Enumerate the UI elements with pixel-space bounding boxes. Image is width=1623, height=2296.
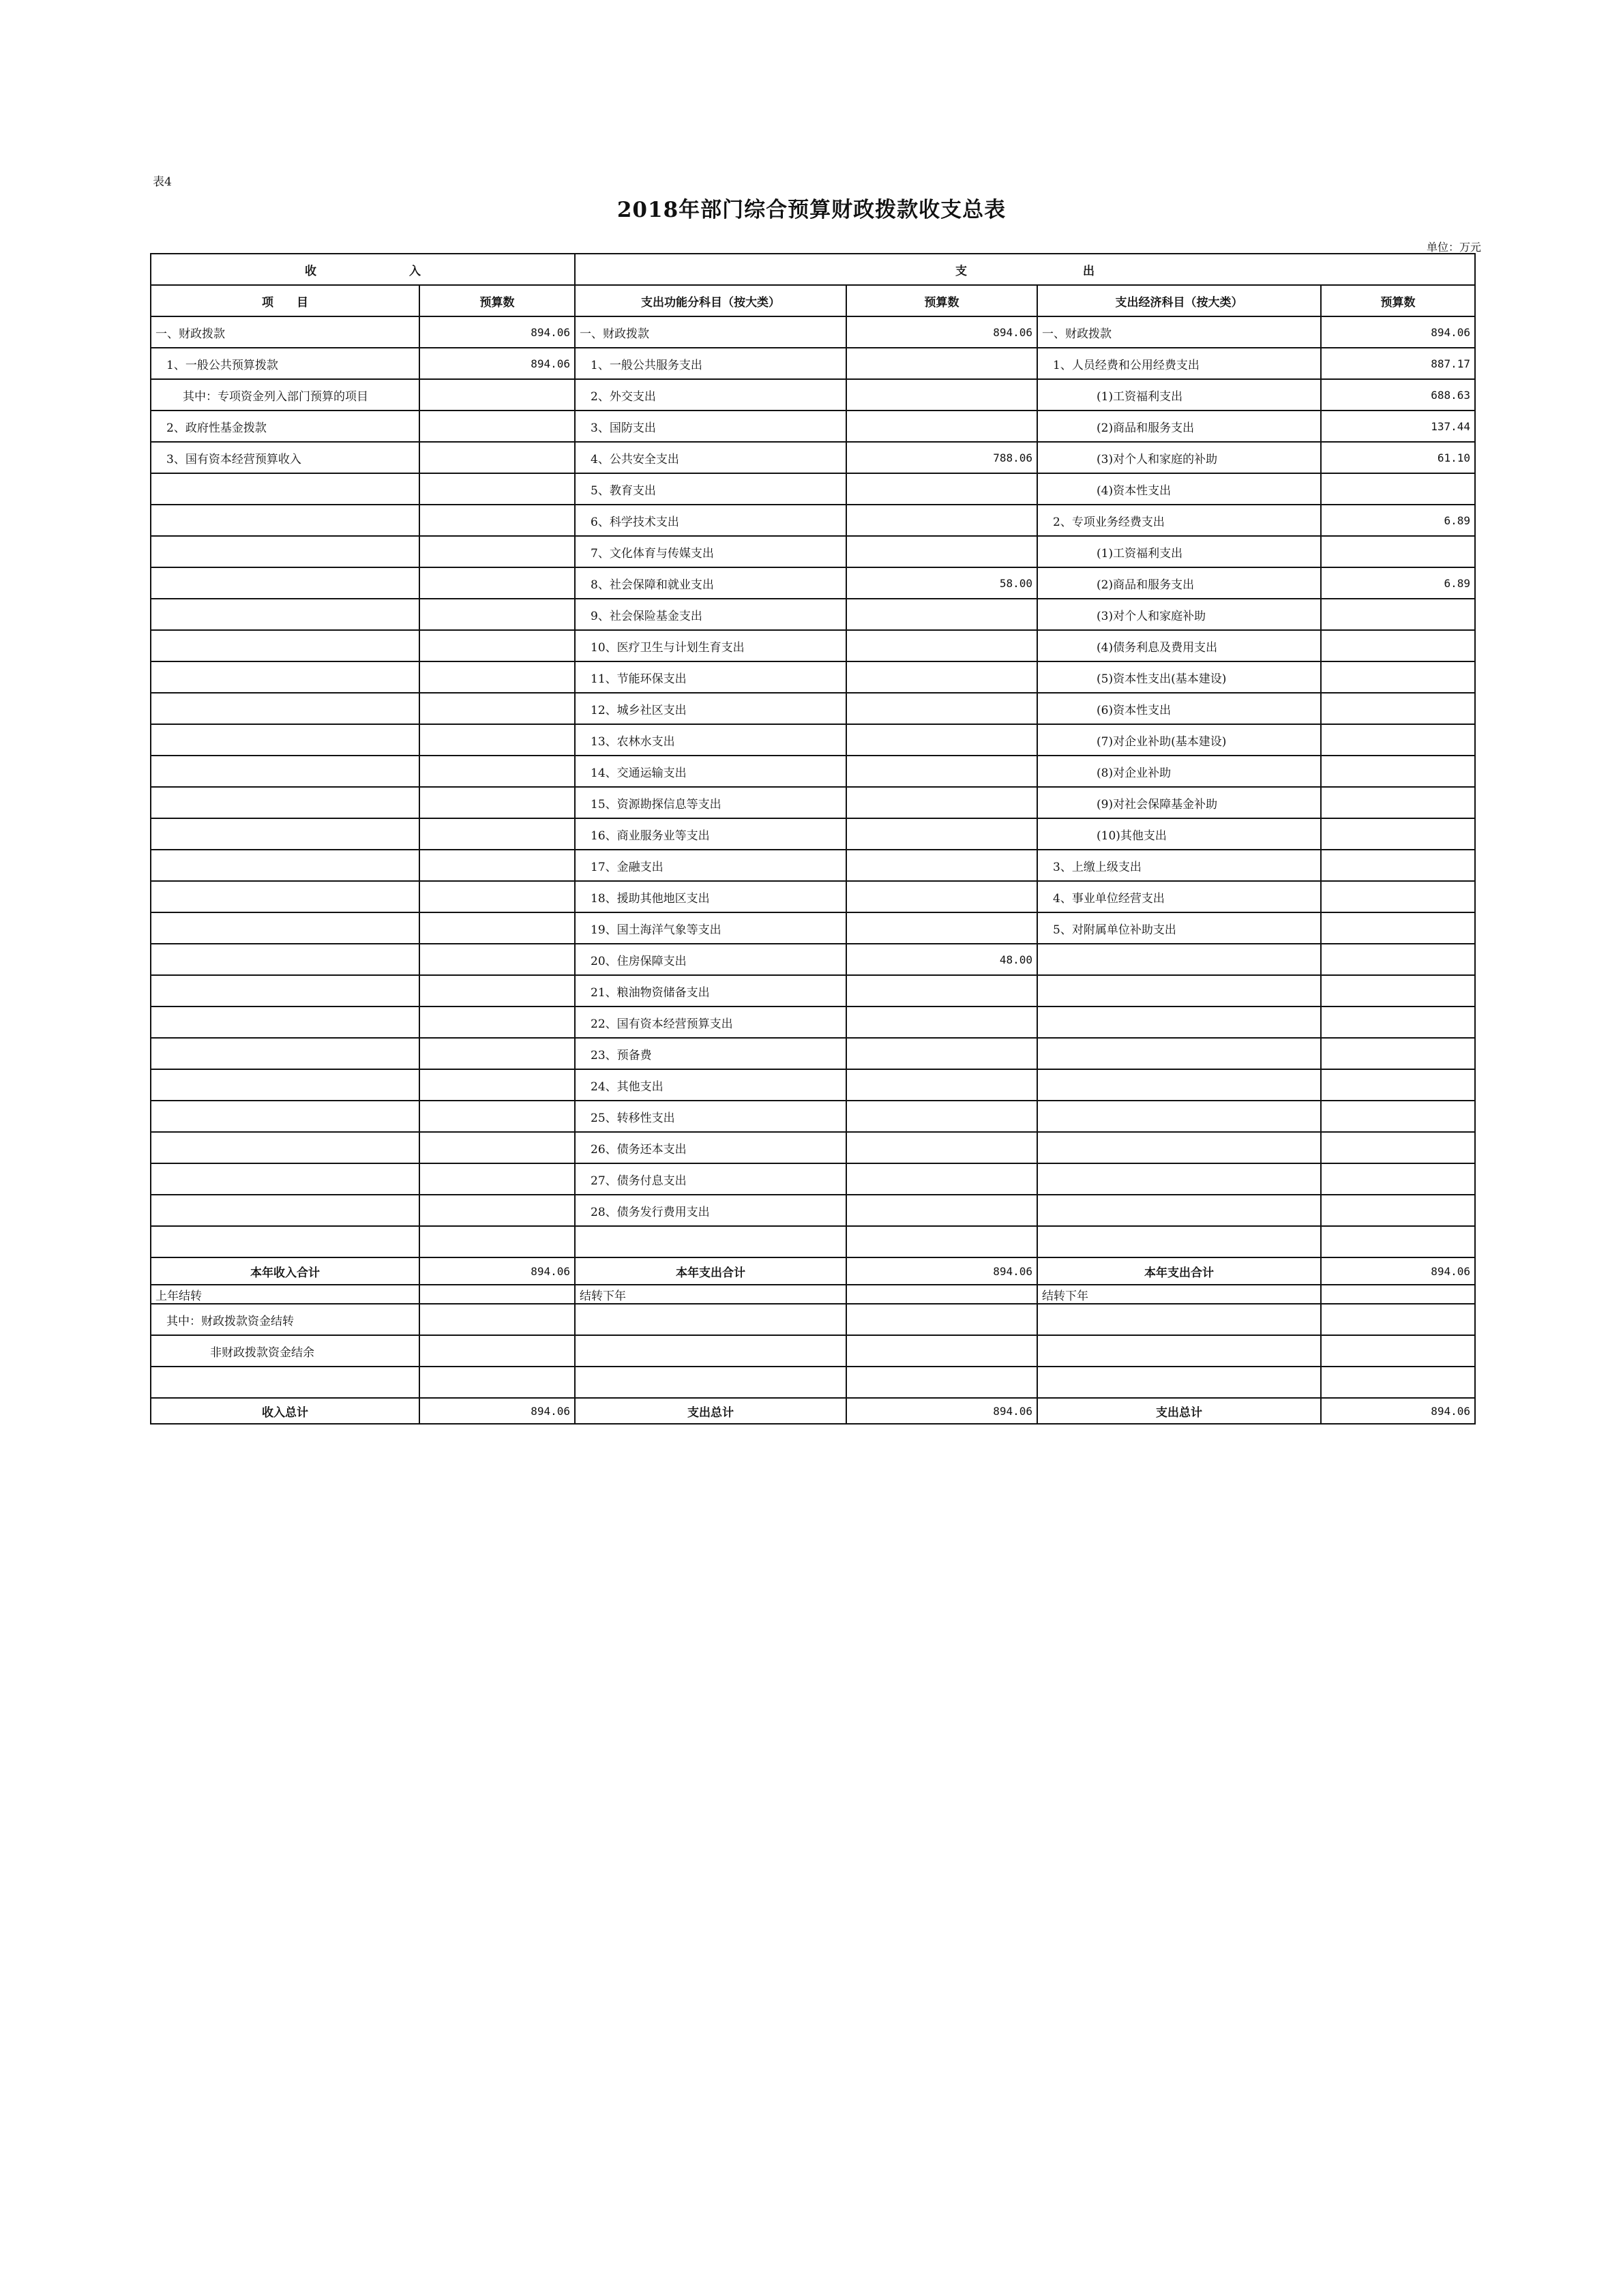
carry-econ-next-year-label: 结转下年 xyxy=(1037,1285,1321,1304)
table-row xyxy=(151,442,1475,473)
budget-table xyxy=(150,253,1476,1425)
func-budget-cell xyxy=(846,473,1037,505)
table-row xyxy=(151,1069,1475,1101)
func-budget-cell xyxy=(846,536,1037,567)
econ-budget-cell xyxy=(1321,787,1475,818)
income-item-cell xyxy=(151,881,419,912)
func-budget-cell xyxy=(846,881,1037,912)
income-item-cell xyxy=(151,1101,419,1132)
func-item-cell: 15、资源勘探信息等支出 xyxy=(575,787,846,818)
econ-budget-cell xyxy=(1321,1195,1475,1226)
carry-sub1-value xyxy=(419,1304,575,1335)
func-item-cell: 20、住房保障支出 xyxy=(575,944,846,975)
econ-item-cell: (2)商品和服务支出 xyxy=(1037,567,1321,599)
carry-sub2-empty-d xyxy=(1321,1335,1475,1367)
table-row xyxy=(151,411,1475,442)
func-budget-cell xyxy=(846,1163,1037,1195)
carry-row xyxy=(151,1285,1475,1304)
econ-item-cell: 5、对附属单位补助支出 xyxy=(1037,912,1321,944)
income-item-cell xyxy=(151,944,419,975)
func-item-cell: 5、教育支出 xyxy=(575,473,846,505)
econ-item-cell: (1)工资福利支出 xyxy=(1037,379,1321,411)
carry-sub2-empty-c xyxy=(1037,1335,1321,1367)
carry-econ-next-year-value xyxy=(1321,1285,1475,1304)
header-row-sub xyxy=(151,285,1475,316)
econ-item-cell: 3、上缴上级支出 xyxy=(1037,850,1321,881)
econ-budget-cell xyxy=(1321,944,1475,975)
econ-budget-cell xyxy=(1321,473,1475,505)
func-item-cell: 7、文化体育与传媒支出 xyxy=(575,536,846,567)
func-budget-cell xyxy=(846,1101,1037,1132)
table-row xyxy=(151,1195,1475,1226)
income-item-cell xyxy=(151,1038,419,1069)
income-item-cell xyxy=(151,1163,419,1195)
carry-sub1-empty-a xyxy=(575,1304,846,1335)
income-item-cell: 一、财政拨款 xyxy=(151,316,419,348)
econ-item-cell xyxy=(1037,944,1321,975)
col-header-item: 项 目 xyxy=(151,285,419,316)
econ-budget-cell xyxy=(1321,881,1475,912)
income-budget-cell xyxy=(419,442,575,473)
econ-budget-cell xyxy=(1321,850,1475,881)
econ-budget-cell xyxy=(1321,1007,1475,1038)
year-func-total-value: 894.06 xyxy=(846,1257,1037,1285)
func-item-cell: 22、国有资本经营预算支出 xyxy=(575,1007,846,1038)
func-item-cell: 6、科学技术支出 xyxy=(575,505,846,536)
income-budget-cell: 894.06 xyxy=(419,316,575,348)
table-row xyxy=(151,1132,1475,1163)
func-budget-cell: 48.00 xyxy=(846,944,1037,975)
header-row-main xyxy=(151,254,1475,285)
econ-budget-cell xyxy=(1321,724,1475,756)
year-total-row xyxy=(151,1257,1475,1285)
func-item-cell: 1、一般公共服务支出 xyxy=(575,348,846,379)
income-budget-cell xyxy=(419,1195,575,1226)
income-item-cell xyxy=(151,599,419,630)
econ-item-cell: 2、专项业务经费支出 xyxy=(1037,505,1321,536)
col-header-econ-item: 支出经济科目（按大类） xyxy=(1037,285,1321,316)
func-budget-cell: 58.00 xyxy=(846,567,1037,599)
carry-sub2-row xyxy=(151,1335,1475,1367)
income-budget-cell xyxy=(419,975,575,1007)
grand-income-total-label: 收入总计 xyxy=(151,1398,419,1424)
table-row xyxy=(151,567,1475,599)
carry-sub1-empty-c xyxy=(1037,1304,1321,1335)
income-item-cell: 3、国有资本经营预算收入 xyxy=(151,442,419,473)
func-item-cell: 24、其他支出 xyxy=(575,1069,846,1101)
col-header-func-budget: 预算数 xyxy=(846,285,1037,316)
carry-sub2-empty-b xyxy=(846,1335,1037,1367)
table-row xyxy=(151,756,1475,787)
grand-econ-total-label: 支出总计 xyxy=(1037,1398,1321,1424)
econ-item-cell: 4、事业单位经营支出 xyxy=(1037,881,1321,912)
func-item-cell: 一、财政拨款 xyxy=(575,316,846,348)
econ-item-cell xyxy=(1037,1163,1321,1195)
econ-budget-cell: 688.63 xyxy=(1321,379,1475,411)
func-budget-cell xyxy=(846,1007,1037,1038)
econ-item-cell: 一、财政拨款 xyxy=(1037,316,1321,348)
income-budget-cell xyxy=(419,473,575,505)
table-row xyxy=(151,693,1475,724)
income-item-cell xyxy=(151,505,419,536)
func-item-cell: 17、金融支出 xyxy=(575,850,846,881)
table-row xyxy=(151,348,1475,379)
func-item-cell xyxy=(575,1226,846,1257)
func-budget-cell xyxy=(846,505,1037,536)
year-econ-total-value: 894.06 xyxy=(1321,1257,1475,1285)
income-budget-cell xyxy=(419,850,575,881)
func-item-cell: 25、转移性支出 xyxy=(575,1101,846,1132)
econ-budget-cell xyxy=(1321,661,1475,693)
income-item-cell xyxy=(151,724,419,756)
page-title: 2018年部门综合预算财政拨款收支总表 xyxy=(616,198,1007,222)
func-item-cell: 23、预备费 xyxy=(575,1038,846,1069)
func-budget-cell xyxy=(846,661,1037,693)
func-budget-cell xyxy=(846,1226,1037,1257)
econ-item-cell xyxy=(1037,1069,1321,1101)
income-item-cell xyxy=(151,850,419,881)
income-budget-cell xyxy=(419,1163,575,1195)
func-item-cell: 3、国防支出 xyxy=(575,411,846,442)
econ-item-cell xyxy=(1037,1038,1321,1069)
blank-cell xyxy=(419,1367,575,1398)
func-item-cell: 21、粮油物资储备支出 xyxy=(575,975,846,1007)
table-row xyxy=(151,379,1475,411)
income-item-cell xyxy=(151,693,419,724)
econ-budget-cell xyxy=(1321,693,1475,724)
econ-item-cell: (3)对个人和家庭的补助 xyxy=(1037,442,1321,473)
table-row xyxy=(151,630,1475,661)
func-budget-cell xyxy=(846,724,1037,756)
carry-func-next-year-label: 结转下年 xyxy=(575,1285,846,1304)
func-budget-cell xyxy=(846,348,1037,379)
econ-item-cell: (4)资本性支出 xyxy=(1037,473,1321,505)
income-item-cell: 其中：专项资金列入部门预算的项目 xyxy=(151,379,419,411)
econ-item-cell: (9)对社会保障基金补助 xyxy=(1037,787,1321,818)
table-row xyxy=(151,850,1475,881)
table-row xyxy=(151,1007,1475,1038)
func-item-cell: 9、社会保险基金支出 xyxy=(575,599,846,630)
func-item-cell: 18、援助其他地区支出 xyxy=(575,881,846,912)
income-budget-cell xyxy=(419,912,575,944)
blank-cell xyxy=(1037,1367,1321,1398)
year-income-total-label: 本年收入合计 xyxy=(151,1257,419,1285)
income-budget-cell xyxy=(419,536,575,567)
econ-budget-cell xyxy=(1321,756,1475,787)
carry-sub1-empty-b xyxy=(846,1304,1037,1335)
func-item-cell: 10、医疗卫生与计划生育支出 xyxy=(575,630,846,661)
func-budget-cell xyxy=(846,630,1037,661)
func-item-cell: 16、商业服务业等支出 xyxy=(575,818,846,850)
table-row xyxy=(151,787,1475,818)
econ-item-cell xyxy=(1037,1195,1321,1226)
table-row xyxy=(151,1226,1475,1257)
blank-cell xyxy=(151,1367,419,1398)
income-budget-cell xyxy=(419,756,575,787)
econ-budget-cell xyxy=(1321,1069,1475,1101)
income-item-cell xyxy=(151,975,419,1007)
func-budget-cell: 894.06 xyxy=(846,316,1037,348)
table-row xyxy=(151,724,1475,756)
income-item-cell xyxy=(151,661,419,693)
econ-item-cell: (3)对个人和家庭补助 xyxy=(1037,599,1321,630)
func-budget-cell xyxy=(846,912,1037,944)
func-budget-cell xyxy=(846,411,1037,442)
income-item-cell: 2、政府性基金拨款 xyxy=(151,411,419,442)
func-item-cell: 28、债务发行费用支出 xyxy=(575,1195,846,1226)
income-budget-cell xyxy=(419,661,575,693)
func-budget-cell xyxy=(846,599,1037,630)
table-label: 表4 xyxy=(153,175,172,189)
income-budget-cell xyxy=(419,1132,575,1163)
func-budget-cell xyxy=(846,756,1037,787)
table-row xyxy=(151,1163,1475,1195)
income-budget-cell xyxy=(419,1007,575,1038)
func-budget-cell: 788.06 xyxy=(846,442,1037,473)
func-budget-cell xyxy=(846,1069,1037,1101)
blank-cell xyxy=(1321,1367,1475,1398)
econ-item-cell: (5)资本性支出(基本建设) xyxy=(1037,661,1321,693)
carry-sub2-label: 非财政拨款资金结余 xyxy=(151,1335,419,1367)
carry-sub2-empty-a xyxy=(575,1335,846,1367)
income-budget-cell xyxy=(419,944,575,975)
income-budget-cell xyxy=(419,411,575,442)
income-item-cell xyxy=(151,630,419,661)
grand-func-total-label: 支出总计 xyxy=(575,1398,846,1424)
func-item-cell: 11、节能环保支出 xyxy=(575,661,846,693)
func-item-cell: 13、农林水支出 xyxy=(575,724,846,756)
func-item-cell: 14、交通运输支出 xyxy=(575,756,846,787)
func-budget-cell xyxy=(846,787,1037,818)
func-item-cell: 8、社会保障和就业支出 xyxy=(575,567,846,599)
econ-item-cell: (4)债务利息及费用支出 xyxy=(1037,630,1321,661)
blank-cell xyxy=(575,1367,846,1398)
income-item-cell xyxy=(151,787,419,818)
econ-budget-cell xyxy=(1321,1132,1475,1163)
econ-item-cell xyxy=(1037,1101,1321,1132)
econ-item-cell: (1)工资福利支出 xyxy=(1037,536,1321,567)
func-budget-cell xyxy=(846,850,1037,881)
func-item-cell: 26、债务还本支出 xyxy=(575,1132,846,1163)
income-item-cell xyxy=(151,818,419,850)
income-budget-cell xyxy=(419,379,575,411)
func-budget-cell xyxy=(846,1038,1037,1069)
income-budget-cell xyxy=(419,1069,575,1101)
income-item-cell xyxy=(151,1132,419,1163)
table-row xyxy=(151,818,1475,850)
income-budget-cell xyxy=(419,693,575,724)
func-budget-cell xyxy=(846,975,1037,1007)
col-header-func-item: 支出功能分科目（按大类） xyxy=(575,285,846,316)
table-row xyxy=(151,975,1475,1007)
income-budget-cell xyxy=(419,1226,575,1257)
table-row xyxy=(151,505,1475,536)
table-row xyxy=(151,316,1475,348)
income-item-cell xyxy=(151,1069,419,1101)
table-row xyxy=(151,1101,1475,1132)
income-budget-cell xyxy=(419,787,575,818)
col-header-econ-budget: 预算数 xyxy=(1321,285,1475,316)
econ-budget-cell xyxy=(1321,536,1475,567)
income-budget-cell xyxy=(419,1101,575,1132)
table-body xyxy=(151,316,1475,1257)
econ-item-cell xyxy=(1037,975,1321,1007)
func-budget-cell xyxy=(846,818,1037,850)
income-budget-cell xyxy=(419,599,575,630)
grand-income-total-value: 894.06 xyxy=(419,1398,575,1424)
func-item-cell: 12、城乡社区支出 xyxy=(575,693,846,724)
econ-budget-cell: 6.89 xyxy=(1321,505,1475,536)
blank-row xyxy=(151,1367,1475,1398)
econ-item-cell: (10)其他支出 xyxy=(1037,818,1321,850)
econ-budget-cell: 6.89 xyxy=(1321,567,1475,599)
econ-budget-cell xyxy=(1321,1226,1475,1257)
econ-item-cell xyxy=(1037,1132,1321,1163)
income-item-cell xyxy=(151,912,419,944)
econ-budget-cell xyxy=(1321,818,1475,850)
income-budget-cell: 894.06 xyxy=(419,348,575,379)
econ-budget-cell: 137.44 xyxy=(1321,411,1475,442)
func-budget-cell xyxy=(846,379,1037,411)
table-row xyxy=(151,912,1475,944)
table-row xyxy=(151,536,1475,567)
income-item-cell xyxy=(151,536,419,567)
income-item-cell: 1、一般公共预算拨款 xyxy=(151,348,419,379)
table-row xyxy=(151,473,1475,505)
unit-label: 单位：万元 xyxy=(1426,241,1481,254)
grand-econ-total-value: 894.06 xyxy=(1321,1398,1475,1424)
carry-prev-year-value xyxy=(419,1285,575,1304)
econ-item-cell: (7)对企业补助(基本建设) xyxy=(1037,724,1321,756)
grand-func-total-value: 894.06 xyxy=(846,1398,1037,1424)
econ-budget-cell xyxy=(1321,1038,1475,1069)
income-budget-cell xyxy=(419,818,575,850)
carry-func-next-year-value xyxy=(846,1285,1037,1304)
econ-budget-cell xyxy=(1321,975,1475,1007)
income-item-cell xyxy=(151,567,419,599)
econ-budget-cell xyxy=(1321,1101,1475,1132)
econ-budget-cell xyxy=(1321,1163,1475,1195)
carry-sub1-empty-d xyxy=(1321,1304,1475,1335)
func-item-cell: 27、债务付息支出 xyxy=(575,1163,846,1195)
econ-item-cell: (2)商品和服务支出 xyxy=(1037,411,1321,442)
year-func-total-label: 本年支出合计 xyxy=(575,1257,846,1285)
econ-item-cell: (8)对企业补助 xyxy=(1037,756,1321,787)
carry-sub1-label: 其中：财政拨款资金结转 xyxy=(151,1304,419,1335)
econ-item-cell xyxy=(1037,1226,1321,1257)
carry-sub1-row xyxy=(151,1304,1475,1335)
econ-budget-cell: 894.06 xyxy=(1321,316,1475,348)
table-row xyxy=(151,1038,1475,1069)
grand-total-row xyxy=(151,1398,1475,1424)
income-budget-cell xyxy=(419,505,575,536)
econ-budget-cell: 887.17 xyxy=(1321,348,1475,379)
econ-budget-cell xyxy=(1321,599,1475,630)
econ-item-cell: (6)资本性支出 xyxy=(1037,693,1321,724)
income-budget-cell xyxy=(419,1038,575,1069)
table-row xyxy=(151,881,1475,912)
func-item-cell: 4、公共安全支出 xyxy=(575,442,846,473)
blank-cell xyxy=(846,1367,1037,1398)
year-income-total-value: 894.06 xyxy=(419,1257,575,1285)
econ-budget-cell: 61.10 xyxy=(1321,442,1475,473)
income-item-cell xyxy=(151,1007,419,1038)
income-item-cell xyxy=(151,756,419,787)
table-row xyxy=(151,944,1475,975)
func-budget-cell xyxy=(846,1195,1037,1226)
income-budget-cell xyxy=(419,881,575,912)
carry-prev-year-label: 上年结转 xyxy=(151,1285,419,1304)
econ-item-cell xyxy=(1037,1007,1321,1038)
income-budget-cell xyxy=(419,630,575,661)
year-econ-total-label: 本年支出合计 xyxy=(1037,1257,1321,1285)
income-header: 收 入 xyxy=(151,254,575,285)
income-budget-cell xyxy=(419,724,575,756)
table-row xyxy=(151,661,1475,693)
func-budget-cell xyxy=(846,693,1037,724)
econ-budget-cell xyxy=(1321,912,1475,944)
col-header-income-budget: 预算数 xyxy=(419,285,575,316)
func-item-cell: 19、国土海洋气象等支出 xyxy=(575,912,846,944)
econ-budget-cell xyxy=(1321,630,1475,661)
func-budget-cell xyxy=(846,1132,1037,1163)
table-row xyxy=(151,599,1475,630)
func-item-cell: 2、外交支出 xyxy=(575,379,846,411)
income-item-cell xyxy=(151,1195,419,1226)
income-budget-cell xyxy=(419,567,575,599)
econ-item-cell: 1、人员经费和公用经费支出 xyxy=(1037,348,1321,379)
income-item-cell xyxy=(151,1226,419,1257)
expense-header: 支 出 xyxy=(575,254,1475,285)
carry-sub2-value xyxy=(419,1335,575,1367)
income-item-cell xyxy=(151,473,419,505)
